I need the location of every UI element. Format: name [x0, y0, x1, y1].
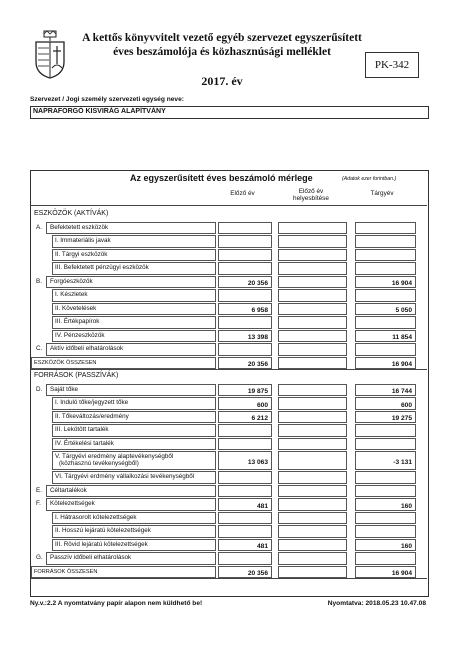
coat-of-arms-icon [30, 30, 70, 80]
value-cell-prev [218, 552, 272, 565]
value-curr: 16 904 [391, 570, 412, 578]
value-prev: 481 [256, 502, 268, 510]
form-year: 2017. év [201, 74, 243, 88]
value-curr: 5 050 [395, 307, 412, 315]
section-divider [30, 578, 427, 579]
value-prev: 19 875 [247, 388, 268, 396]
value-cell-corr [278, 566, 347, 579]
value-curr: 19 275 [391, 415, 412, 423]
row-letter: B. [36, 277, 42, 285]
value-prev: 600 [256, 401, 268, 409]
row-label: Aktív időbeli elhatárolások [50, 345, 124, 352]
value-curr: 16 904 [391, 280, 412, 288]
value-cell-corr [278, 525, 347, 538]
column-header-current-year: Tárgyév [370, 190, 394, 197]
row-label-continuation: (közhasznú tevékenységből) [59, 460, 139, 467]
header-divider [30, 205, 427, 206]
row-label: Forgóeszközök [50, 277, 93, 285]
form-code-box [365, 52, 419, 78]
value-cell-corr [278, 471, 347, 484]
value-cell-prev [218, 471, 272, 484]
value-cell-prev [218, 249, 272, 262]
row-letter: F. [36, 500, 41, 507]
value-cell-corr [278, 276, 347, 289]
value-cell-corr [278, 222, 347, 235]
value-cell-corr [278, 249, 347, 262]
value-prev: 20 356 [247, 280, 268, 288]
section-divider [30, 369, 427, 370]
row-label: I. Hátrasorolt kötelezettségek [55, 513, 137, 521]
row-label: Kötelezettségek [50, 500, 95, 507]
row-label: Céltartalékok [50, 486, 87, 494]
value-cell-prev [218, 235, 272, 248]
value-cell-curr [355, 512, 416, 525]
footer-print-timestamp: Nyomtatva: 2018.05.23 10.47.08 [327, 600, 426, 607]
row-label: II. Követelések [55, 304, 97, 312]
value-cell-corr [278, 289, 347, 302]
form-title-line2: éves beszámolója és közhasznúsági melléklet [113, 46, 331, 58]
column-header-prev-correction-line1: Előző év [298, 188, 324, 195]
value-cell-curr [355, 343, 416, 356]
value-prev: 481 [256, 543, 268, 551]
value-prev: 6 212 [251, 415, 268, 423]
value-cell-corr [278, 235, 347, 248]
value-curr: 160 [400, 502, 412, 510]
value-cell-curr [355, 485, 416, 498]
row-letter: G. [36, 554, 43, 561]
row-label: III. Rövid lejáratú kötelezettségek [55, 540, 148, 548]
row-letter: E. [36, 486, 42, 494]
value-cell-corr [278, 424, 347, 437]
value-prev: 13 398 [247, 334, 268, 342]
row-letter: A. [36, 223, 42, 231]
value-curr: 16 744 [391, 388, 412, 396]
value-prev: 20 356 [247, 361, 268, 369]
value-cell-curr [355, 316, 416, 329]
value-cell-corr [278, 262, 347, 275]
value-cell-prev [218, 485, 272, 498]
row-label: II. Tőkeváltozás/eredmény [55, 412, 129, 420]
form-title-line1: A kettős könyvvitelt vezető egyéb szervezet egyszerűsített [82, 32, 362, 44]
row-label: Passzív időbeli elhatárolások [50, 554, 132, 561]
value-prev: 6 958 [251, 307, 268, 315]
value-cell-corr [278, 397, 347, 410]
organization-label: Szervezet / Jogi személy szervezeti egység neve: [30, 96, 184, 103]
value-curr: 160 [400, 543, 412, 551]
value-cell-prev [218, 262, 272, 275]
row-label: IV. Pénzeszközök [55, 331, 105, 339]
section-heading: ESZKÖZÖK (AKTÍVÁK) [34, 210, 109, 217]
value-cell-curr [355, 235, 416, 248]
value-cell-corr [278, 512, 347, 525]
value-cell-curr [355, 525, 416, 538]
row-label: Saját tőke [50, 385, 79, 393]
unit-note: (Adatok ezer forintban.) [342, 176, 397, 182]
value-cell-curr [355, 471, 416, 484]
value-cell-corr [278, 303, 347, 316]
value-cell-prev [218, 289, 272, 302]
value-cell-prev [218, 512, 272, 525]
value-cell-corr [278, 451, 347, 470]
value-cell-corr [278, 498, 347, 511]
column-header-prev-year: Előző év [230, 190, 255, 197]
row-label: II. Hosszú lejáratú kötelezettségek [55, 527, 151, 534]
value-cell-prev [218, 424, 272, 437]
row-label: FORRÁSOK ÖSSZESEN [34, 568, 98, 575]
row-label: III. Értékpapírok [55, 318, 100, 325]
value-cell-corr [278, 384, 347, 397]
value-cell-prev [218, 525, 272, 538]
value-cell-prev [218, 316, 272, 329]
value-cell-curr [355, 289, 416, 302]
value-cell-prev [218, 438, 272, 451]
row-label: IV. Értékelési tartalék [55, 439, 114, 447]
value-prev: 20 356 [247, 570, 268, 578]
row-letter: C. [36, 345, 43, 352]
value-cell-corr [278, 552, 347, 565]
value-cell-curr [355, 262, 416, 275]
value-curr: 600 [400, 401, 412, 409]
footer-version-note: Ny.v.:2.2 A nyomtatvány papír alapon nem küldhető be! [30, 600, 203, 607]
column-header-prev-correction-line2: helyesbítése [293, 195, 329, 202]
section-heading: FORRÁSOK (PASSZÍVÁK) [34, 372, 119, 379]
value-cell-corr [278, 539, 347, 552]
value-cell-curr [355, 438, 416, 451]
value-prev: 13 063 [247, 459, 268, 466]
column-header-prev-correction [275, 188, 347, 202]
value-curr: 11 854 [392, 334, 412, 342]
row-label: I. Induló tőke/jegyzett tőke [55, 399, 129, 406]
row-letter: D. [36, 385, 43, 393]
form-code: PK-342 [374, 59, 410, 71]
value-curr: -3 131 [393, 459, 412, 466]
value-cell-corr [278, 330, 347, 343]
row-label: ESZKÖZÖK ÖSSZESEN [34, 359, 97, 366]
value-cell-corr [278, 343, 347, 356]
row-label: I. Készletek [55, 291, 88, 298]
value-cell-corr [278, 438, 347, 451]
row-label: VI. Tárgyévi erdmény vállalkozási tevékenységből [55, 473, 195, 480]
value-cell-corr [278, 316, 347, 329]
value-cell-corr [278, 485, 347, 498]
organization-name: NAPRAFORGÓ KISVIRÁG ALAPÍTVÁNY [33, 108, 166, 115]
balance-sheet-title: Az egyszerűsített éves beszámoló mérlege [130, 173, 313, 183]
row-label: II. Tárgyi eszközök [55, 250, 108, 258]
value-curr: 16 904 [391, 361, 412, 369]
value-cell-prev [218, 343, 272, 356]
row-label: III. Lekötött tartalék [55, 426, 109, 433]
value-cell-corr [278, 411, 347, 424]
row-label: Befektetett eszközök [50, 223, 109, 231]
value-cell-prev [218, 222, 272, 235]
row-label: V. Tárgyévi eredmény alaptevékenységből [55, 453, 174, 460]
value-cell-curr [355, 222, 416, 235]
value-cell-curr [355, 424, 416, 437]
value-cell-curr [355, 552, 416, 565]
row-label: I. Immateriális javak [55, 237, 111, 244]
value-cell-corr [278, 357, 347, 370]
value-cell-curr [355, 249, 416, 262]
row-label: III. Befektetett pénzügyi eszközök [55, 264, 149, 271]
